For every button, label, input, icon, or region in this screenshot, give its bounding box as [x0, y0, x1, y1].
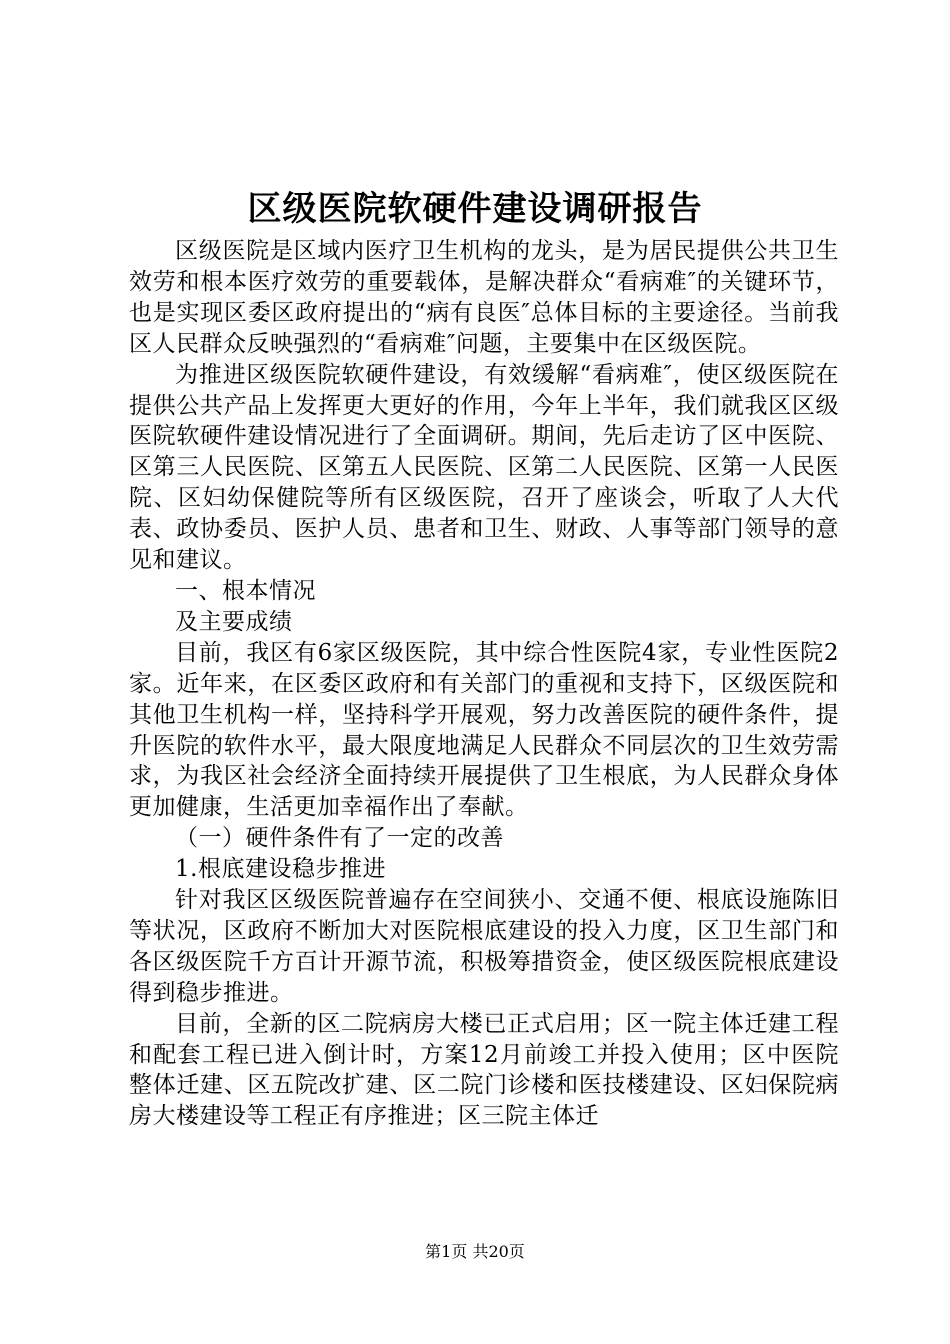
paragraph: 目前，全新的区二院病房大楼已正式启用；区一院主体迁建工程和配套工程已进入倒计时，方案12月前竣工并投入使用；区中医院整体迁建、区五院改扩建、区二院门诊楼和医技楼建设、区妇保院病房大楼建设等工程正有序推进；区三院主体迁 — [129, 1010, 839, 1130]
subsection-heading: （一）硬件条件有了一定的改善 — [175, 825, 504, 852]
document-body — [129, 236, 839, 1132]
paragraph: 目前，我区有6家区级医院，其中综合性医院4家，专业性医院2家。近年来，在区委区政府和有关部门的重视和支持下，区级医院和其他卫生机构一样，坚持科学开展观，努力改善医院的硬件条件，提升医院的软件水平，最大限度地满足人民群众不同层次的卫生效劳需求，为我区社会经济全面持续开展提供了卫生根底，为人民群众身体更加健康，生活更加幸福作出了奉献。 — [129, 639, 839, 821]
subsection-heading: 1.根底建设稳步推进 — [175, 856, 386, 883]
section-heading: 一、根本情况 — [175, 577, 316, 604]
paragraph: 针对我区区级医院普遍存在空间狭小、交通不便、根底设施陈旧等状况，区政府不断加大对医院根底建设的投入力度，区卫生部门和各区级医院千方百计开源节流，积极筹措资金，使区级医院根底建设得到稳步推进。 — [129, 887, 839, 1006]
document-title: 区级医院软硬件建设调研报告 — [247, 189, 703, 229]
page-number: 第1页 共20页 — [425, 1242, 525, 1261]
paragraph: 区级医院是区域内医疗卫生机构的龙头，是为居民提供公共卫生效劳和根本医疗效劳的重要载体，是解决群众“看病难″的关键环节，也是实现区委区政府提出的“病有良医″总体目标的主要途径。当前我区人民群众反映强烈的“看病难″问题，主要集中在区级医院。 — [129, 238, 839, 357]
paragraph: 为推进区级医院软硬件建设，有效缓解“看病难″，使区级医院在提供公共产品上发挥更大更好的作用，今年上半年，我们就我区区级医院软硬件建设情况进行了全面调研。期间，先后走访了区中医院、区第三人民医院、区第五人民医院、区第二人民医院、区第一人民医院、区妇幼保健院等所有区级医院，召开了座谈会，听取了人大代表、政协委员、医护人员、患者和卫生、财政、人事等部门领导的意见和建议。 — [129, 361, 839, 574]
section-heading: 及主要成绩 — [175, 608, 293, 635]
